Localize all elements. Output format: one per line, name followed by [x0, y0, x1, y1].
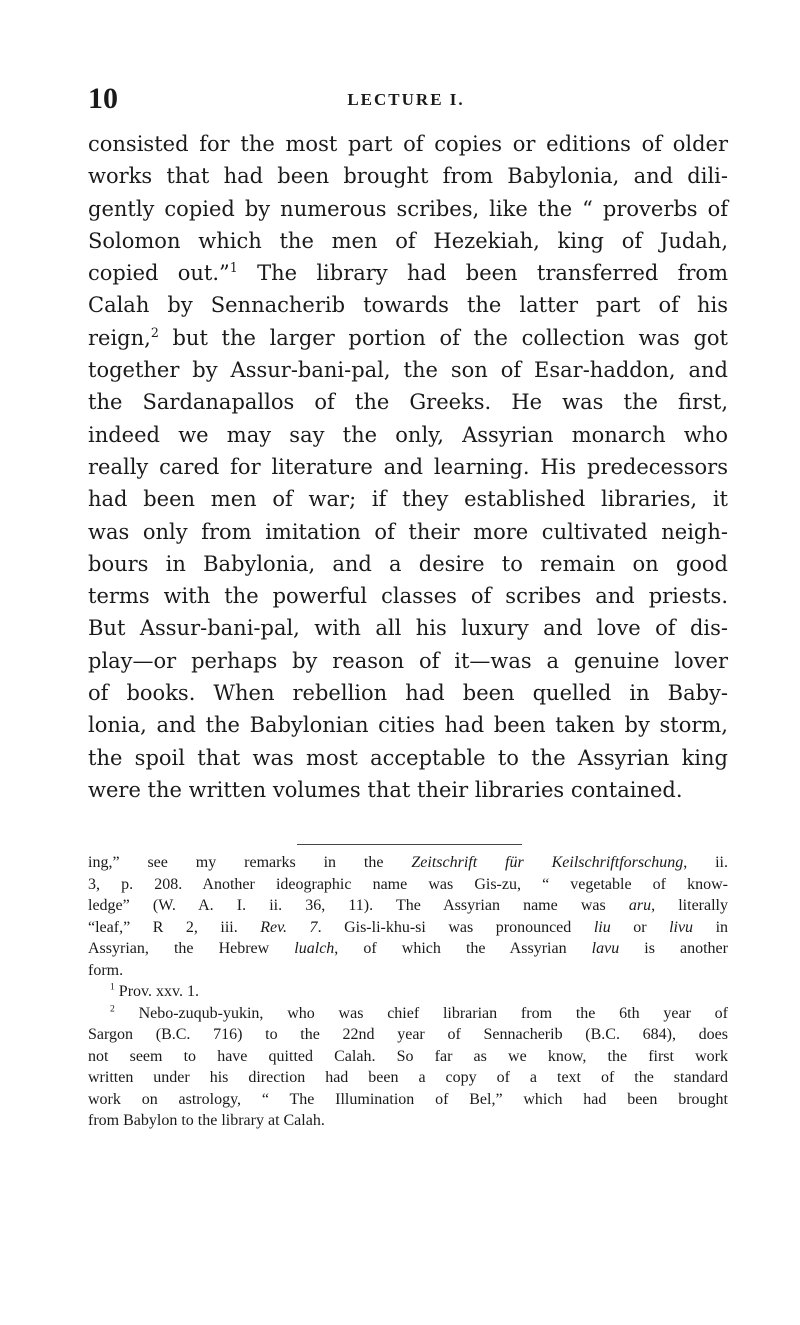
- fn-frag: ledge” (W. A. I. ii. 36, 11). The Assyrian name was: [88, 897, 629, 914]
- footnotes: [88, 852, 728, 1132]
- footnote-line: written under his direction had been a copy of a text of the standard: [88, 1069, 728, 1086]
- body-line: consisted for the most part of copies or editions of older: [88, 132, 728, 156]
- body-text-fragment: reign,: [88, 325, 151, 350]
- fn-frag: liu: [593, 918, 611, 936]
- fn-frag: aru: [628, 897, 652, 914]
- fn-frag: Zeitschrift für Keilschriftforschung: [411, 854, 684, 871]
- footnote-continued: [88, 852, 728, 981]
- fn-frag: , literally: [651, 897, 728, 914]
- footnote-line: work on astrology, “ The Illumination of Bel,” which had been brought: [88, 1090, 728, 1108]
- fn-frag: Prov. xxv. 1.: [114, 983, 199, 1000]
- footnote-line: [88, 938, 728, 960]
- body-text-fragment: The library had been transferred from: [237, 261, 728, 286]
- footnote-mark: 2: [110, 1003, 115, 1015]
- fn-frag: livu: [669, 918, 694, 936]
- body-line: Calah by Sennacherib towards the latter part of his: [88, 293, 728, 318]
- footnote-line: from Babylon to the library at Calah.: [88, 1112, 325, 1129]
- body-line: works that had been brought from Babylonia, and dili-: [88, 164, 728, 189]
- body-line: bours in Babylonia, and a desire to remain on good: [88, 551, 728, 576]
- fn-frag: in: [693, 918, 729, 936]
- fn-frag: is another: [619, 940, 728, 957]
- body-line: gently copied by numerous scribes, like the “ proverbs of: [88, 196, 728, 221]
- footnote-line: [88, 852, 728, 874]
- body-line: really cared for literature and learning. His predecessors: [88, 454, 728, 479]
- page-header: [88, 82, 724, 118]
- body-line: [88, 322, 728, 354]
- footnote-line: 3, p. 208. Another ideographic name was Gis-zu, “ vegetable of know-: [88, 875, 728, 893]
- footnote-2: [88, 1003, 728, 1132]
- fn-frag: or: [610, 918, 670, 936]
- footnote-1: [88, 981, 728, 1003]
- fn-frag: lualch: [294, 940, 335, 957]
- fn-frag: Nebo-zuqub-yukin, who was chief librarian from the 6th year of: [114, 1004, 728, 1022]
- body-line: the Sardanapallos of the Greeks. He was the first,: [88, 390, 728, 415]
- fn-frag: “leaf,” R 2, iii.: [88, 918, 261, 936]
- footnote-line: not seem to have quitted Calah. So far as we know, the first work: [88, 1047, 728, 1065]
- fn-frag: , of which the Assyrian: [334, 940, 592, 957]
- footnote-line: [88, 1003, 728, 1025]
- footnote-line: [88, 917, 728, 939]
- body-text-fragment: copied out.”: [88, 261, 230, 286]
- fn-frag: ing,” see my remarks in the: [88, 854, 412, 871]
- body-line: of books. When rebellion had been quelled in Baby-: [88, 681, 728, 706]
- fn-frag: lavu: [591, 940, 620, 957]
- running-head: LECTURE I.: [347, 90, 465, 109]
- footnote-line: [88, 895, 728, 917]
- body-line: were the written volumes that their libraries contained.: [88, 777, 683, 802]
- body-line: Solomon which the men of Hezekiah, king of Judah,: [88, 228, 728, 253]
- body-line: the spoil that was most acceptable to the Assyrian king: [88, 745, 728, 770]
- body-text: [88, 128, 728, 806]
- footnote-ref: 2: [150, 324, 159, 340]
- fn-frag: , ii.: [683, 854, 728, 871]
- body-text-fragment: but the larger portion of the collection was got: [158, 325, 728, 350]
- fn-frag: . Gis-li-khu-si was pronounced: [317, 918, 594, 936]
- body-line: play—or perhaps by reason of it—was a genuine lover: [88, 648, 728, 673]
- body-line: indeed we may say the only, Assyrian monarch who: [88, 422, 728, 447]
- footnote-line: Sargon (B.C. 716) to the 22nd year of Sennacherib (B.C. 684), does: [88, 1026, 728, 1043]
- footnote-mark: 1: [110, 981, 115, 993]
- body-line: [88, 257, 728, 289]
- body-line: was only from imitation of their more cultivated neigh-: [88, 519, 728, 544]
- body-line: had been men of war; if they established libraries, it: [88, 487, 728, 512]
- footnote-line: [88, 981, 728, 1003]
- footnote-rule: [297, 844, 522, 845]
- body-line: terms with the powerful classes of scribes and priests.: [88, 584, 728, 609]
- body-line: together by Assur-bani-pal, the son of Esar-haddon, and: [88, 358, 728, 383]
- footnote-line: form.: [88, 961, 124, 979]
- fn-frag: Assyrian, the Hebrew: [88, 940, 295, 957]
- page-number: 10: [88, 82, 118, 115]
- body-line: lonia, and the Babylonian cities had been taken by storm,: [88, 713, 728, 738]
- body-line: But Assur-bani-pal, with all his luxury and love of dis-: [88, 616, 728, 641]
- fn-frag: Rev. 7: [260, 918, 318, 936]
- footnote-ref: 1: [229, 260, 238, 276]
